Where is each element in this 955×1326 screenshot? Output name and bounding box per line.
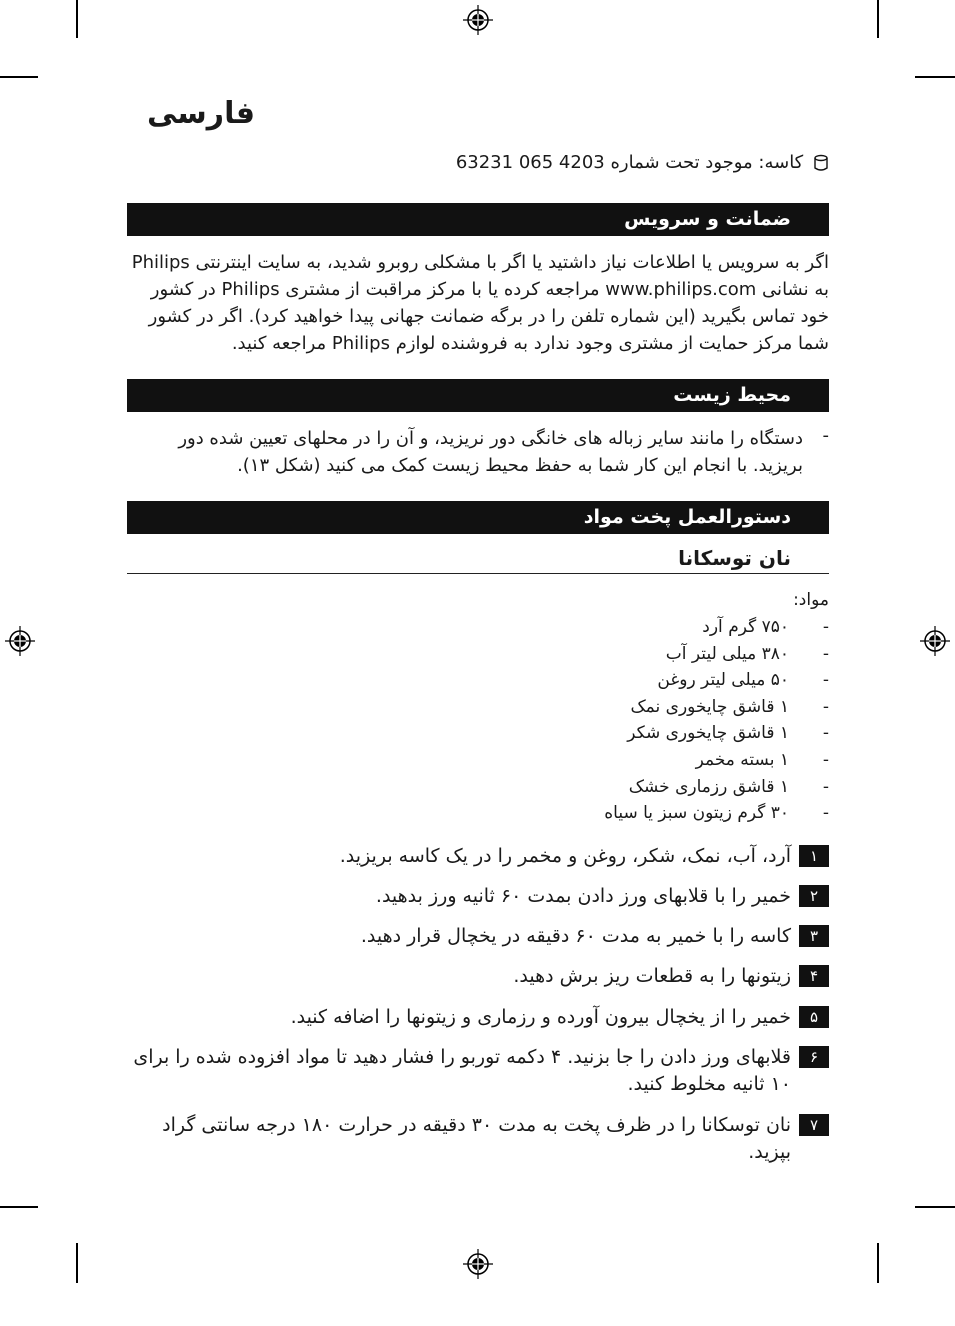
registration-mark-icon — [463, 5, 493, 35]
ingredient-text: ۱ قاشق رزماری خشک — [628, 776, 789, 797]
crop-mark — [76, 1243, 78, 1283]
recipe-step — [127, 1004, 829, 1031]
bullet-dash: - — [822, 776, 829, 797]
recipe-step — [127, 843, 829, 870]
step-number: ۲ — [799, 885, 829, 907]
step-text: کاسه را با خمیر به مدت ۶۰ دقیقه در یخچال قرار دهید. — [360, 925, 791, 947]
ingredient-text: ۱ قاشق چایخوری شکر — [627, 723, 789, 744]
ingredient-text: ۷۵۰ گرم آرد — [702, 617, 789, 637]
list-item — [127, 667, 829, 694]
step-number: ۱ — [799, 845, 829, 867]
jar-part-text: کاسه: موجود تحت شماره 4203 065 63231 — [455, 152, 804, 173]
list-item — [127, 614, 829, 641]
list-item — [127, 800, 829, 827]
step-text: خمیر را با قلابهای ورز دادن بمدت ۶۰ ثانیه ورز بدهید. — [375, 885, 791, 907]
section-header-recipes: دستورالعمل پخت مواد — [127, 501, 829, 534]
registration-mark-icon — [5, 626, 35, 656]
step-number: ۶ — [799, 1046, 829, 1068]
ingredient-text: ۳۰ گرم زیتون سبز یا سیاه — [604, 803, 789, 824]
recipe-step — [127, 883, 829, 910]
section-header-environment: محیط زیست — [127, 379, 829, 412]
ingredients-list — [127, 614, 829, 827]
ingredients-label: مواد: — [793, 590, 829, 610]
bullet-dash: - — [822, 425, 829, 446]
crop-mark — [76, 0, 78, 38]
step-number: ۷ — [799, 1114, 829, 1136]
recipe-step — [127, 1112, 829, 1166]
bullet-dash: - — [822, 696, 829, 717]
warranty-text: اگر به سرویس یا اطلاعات نیاز داشتید یا اگر با مشکلی روبرو شدید، به سایت اینترنتی Philips به نشانی www.philips.com مراجعه کرده یا با مرکز مراقبت از مشتری Philips در کشور خود تماس بگیرید (این شماره تلفن را در برگه ضمانت جهانی پیدا خواهید کرد). اگر در کشور شما مرکز حمایت از مشتری وجود ندارد به فروشنده لوازم Philips مراجعه کنید. — [131, 252, 829, 354]
step-text: خمیر را از یخچال بیرون آورده و رزماری و زیتونها را اضافه کنید. — [290, 1006, 791, 1028]
bullet-dash: - — [822, 723, 829, 744]
recipe-subtitle: نان توسکانا — [127, 542, 829, 574]
list-item — [127, 747, 829, 774]
step-text: قلابهای ورز دادن را جا بزنید. ۴ دکمه توربو را فشار دهید تا مواد افزوده شده را برای ۱۰ ثانیه مخلوط کنید. — [133, 1046, 791, 1095]
recipe-step — [127, 963, 829, 990]
crop-mark — [877, 0, 879, 38]
ingredient-text: ۱ بسته مخمر — [695, 749, 789, 770]
list-item — [127, 694, 829, 721]
crop-mark — [0, 1206, 38, 1208]
jar-icon — [813, 154, 829, 172]
crop-mark — [877, 1243, 879, 1283]
bullet-dash: - — [822, 803, 829, 824]
recipe-step — [127, 1044, 829, 1098]
environment-text: دستگاه را مانند سایر زباله های خانگی دور نریزید، و آن را در محلهای تعیین شده دور بریزید. با انجام این کار شما به حفظ محیط زیست کمک می کنید (شکل ۱۳). — [178, 428, 803, 476]
bullet-dash: - — [822, 643, 829, 664]
bullet-dash: - — [822, 749, 829, 770]
page-title: فارسی — [146, 96, 255, 131]
bullet-dash: - — [822, 617, 829, 637]
step-text: نان توسکانا را در ظرف پخت به مدت ۳۰ دقیقه در حرارت ۱۸۰ درجه سانتی گراد بپزید. — [162, 1114, 791, 1163]
ingredient-text: ۱ قاشق چایخوری نمک — [630, 696, 789, 717]
step-text: زیتونها را به قطعات ریز برش دهید. — [513, 965, 791, 987]
jar-part-number — [456, 152, 829, 173]
list-item — [127, 720, 829, 747]
crop-mark — [0, 76, 38, 78]
step-number: ۵ — [799, 1006, 829, 1028]
ingredient-text: ۵۰ میلی لیتر روغن — [657, 670, 789, 691]
crop-mark — [915, 76, 955, 78]
registration-mark-icon — [920, 626, 950, 656]
ingredient-text: ۳۸۰ میلی لیتر آب — [665, 643, 789, 664]
list-item — [127, 774, 829, 801]
step-number: ۳ — [799, 925, 829, 947]
section-header-warranty: ضمانت و سرویس — [127, 203, 829, 236]
step-number: ۴ — [799, 965, 829, 987]
registration-mark-icon — [463, 1249, 493, 1279]
bullet-dash: - — [822, 670, 829, 691]
step-text: آرد، آب، نمک، شکر، روغن و مخمر را در یک کاسه بریزید. — [339, 845, 791, 867]
list-item — [127, 641, 829, 668]
crop-mark — [915, 1206, 955, 1208]
recipe-step — [127, 923, 829, 950]
